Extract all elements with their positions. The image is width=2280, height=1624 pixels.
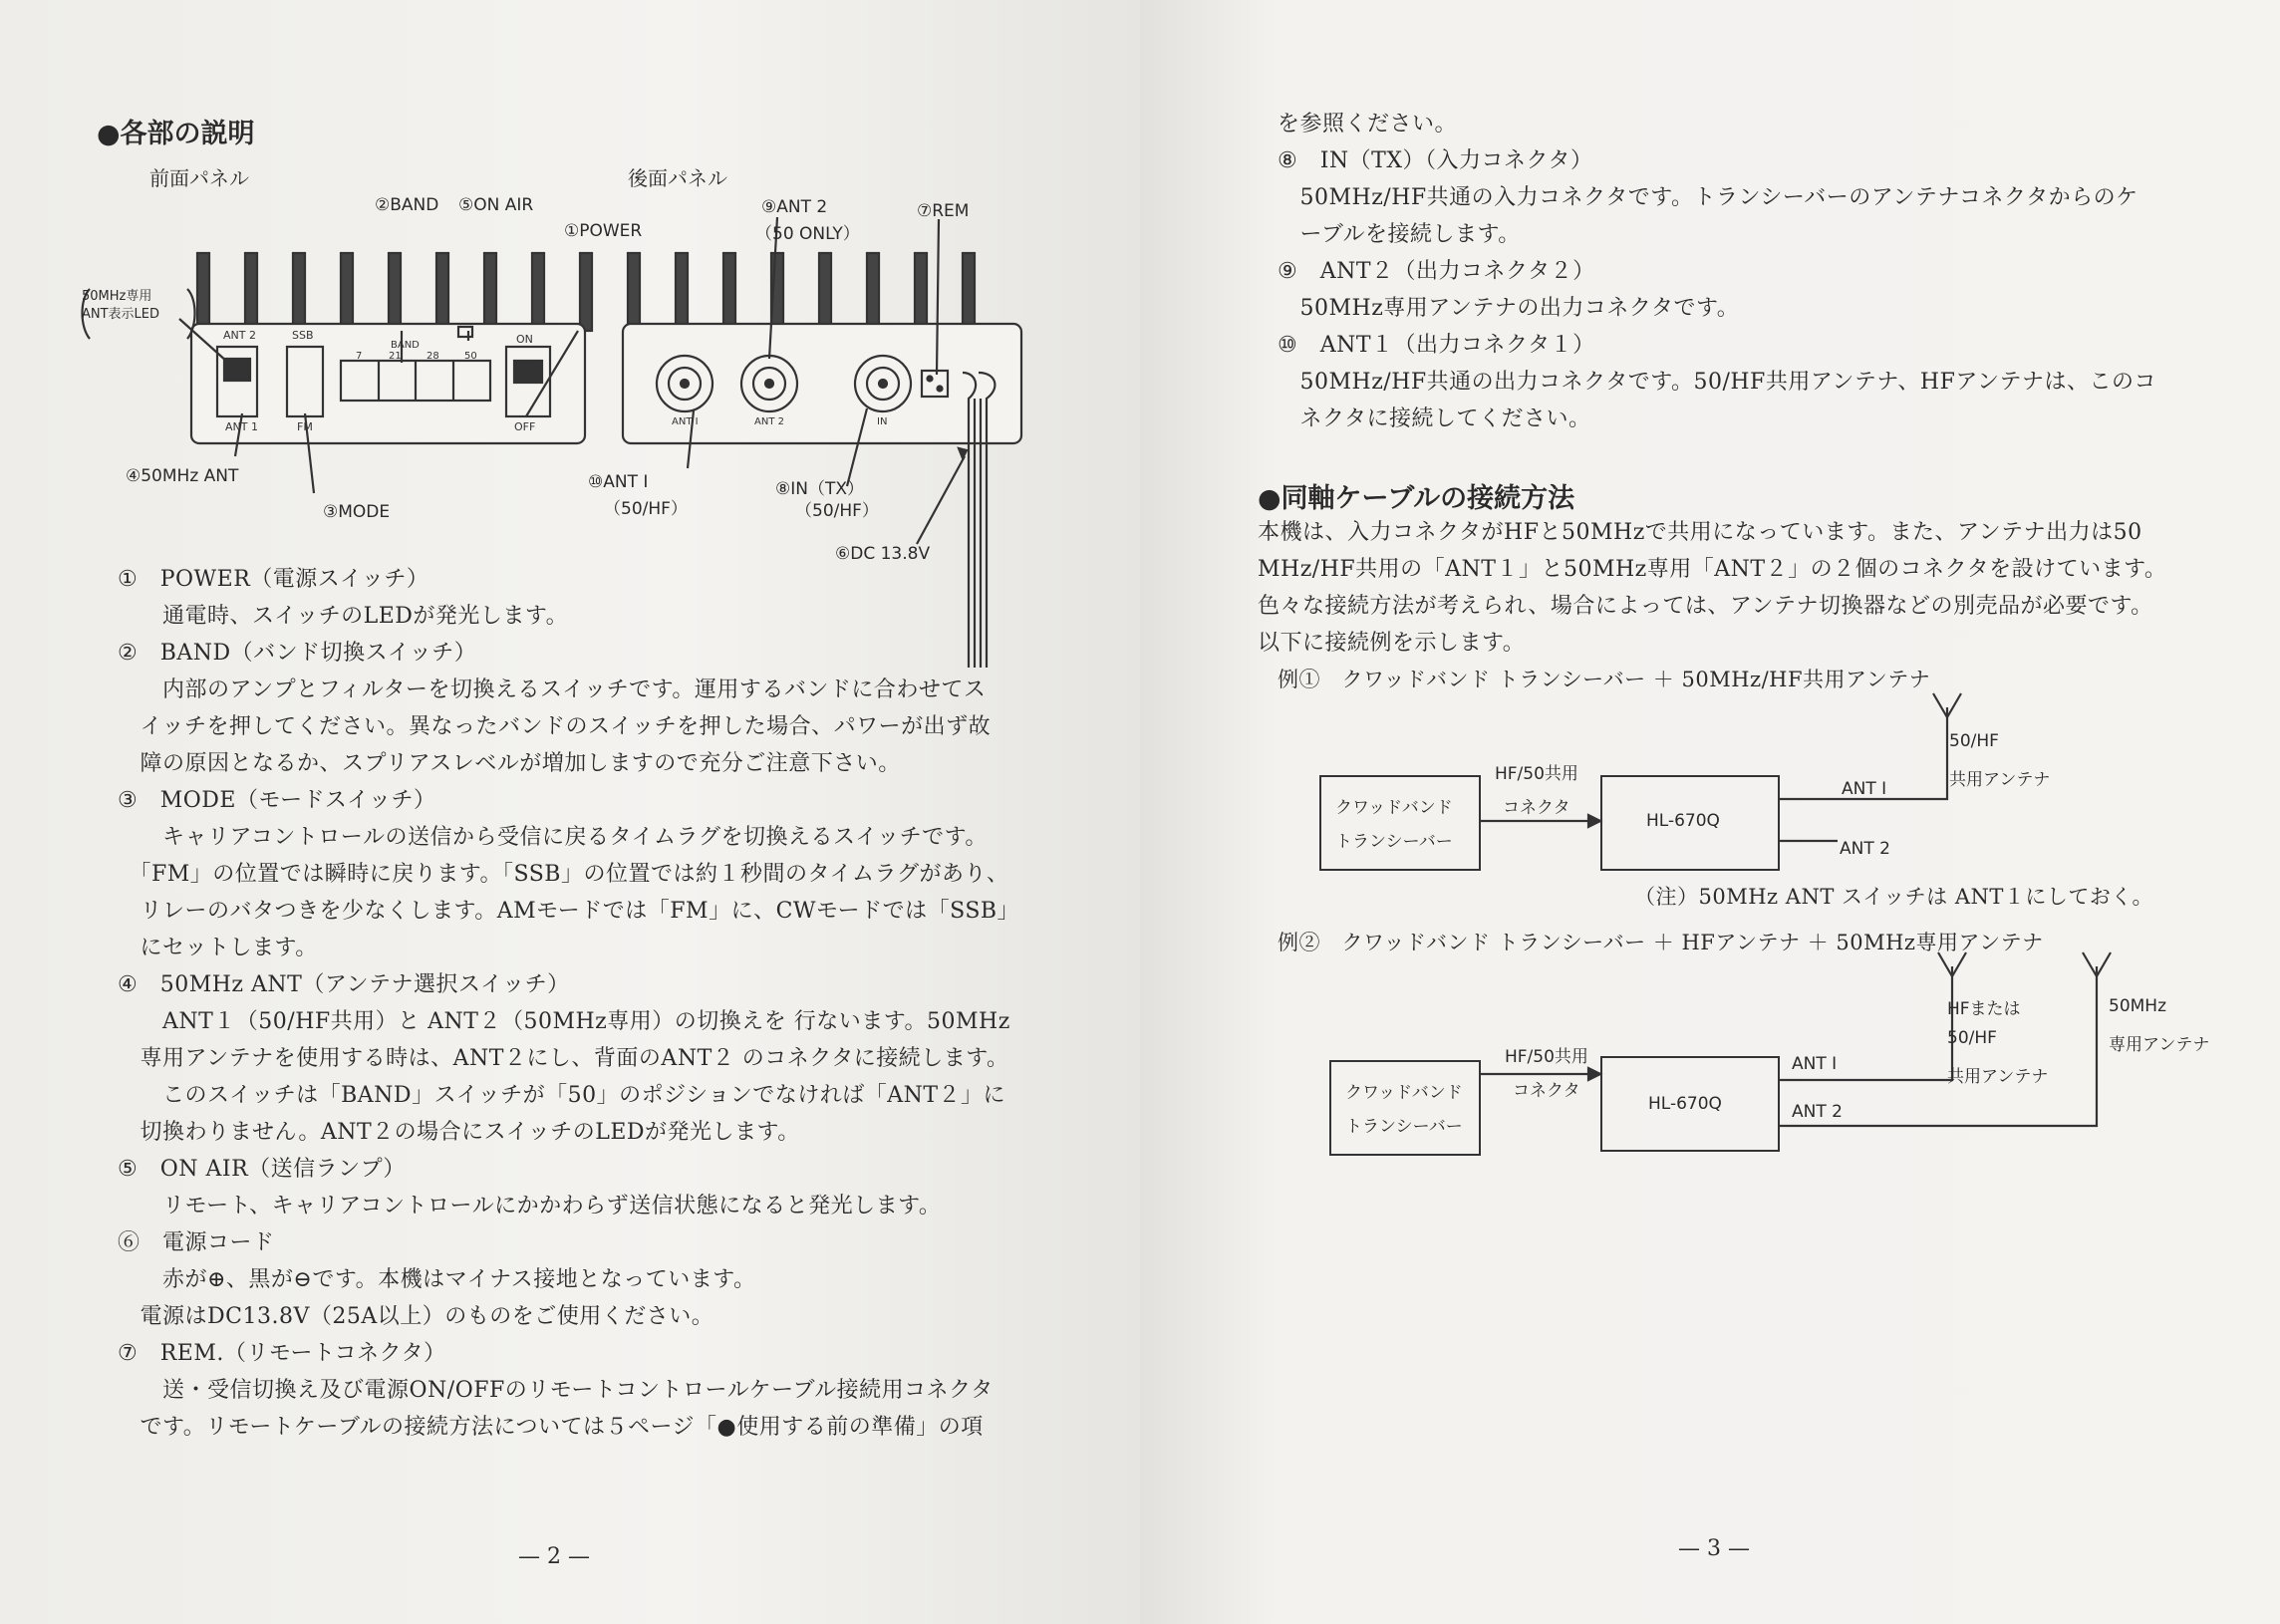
callout-ant2-sub: （50 ONLY） xyxy=(755,224,860,244)
text-line: MHz/HF共用の「ANT１」と50MHz専用「ANT２」の２個のコネクタを設けています。 xyxy=(1258,557,2167,582)
example2-title: 例② クワッドバンド トランシーバー ＋ HFアンテナ ＋ 50MHz専用アンテナ xyxy=(1278,931,2044,954)
heatsink-fins xyxy=(197,253,975,331)
ex2-50mhz-line2: 専用アンテナ xyxy=(2109,1035,2210,1055)
right-page xyxy=(1140,0,2280,1624)
ex1-radio-line2: トランシーバー xyxy=(1335,832,1453,852)
text-line: キャリアコントロールの送信から受信に戻るタイムラグを切換えるスイッチです。 xyxy=(118,825,988,850)
label-band: BAND xyxy=(391,340,420,351)
callout-ant1-sub: （50/HF） xyxy=(604,499,688,519)
page-number-right: — 3 — xyxy=(1678,1536,1750,1561)
text-line: ⑨ ANT２（出力コネクタ２） xyxy=(1278,259,1595,284)
text-line: ① POWER（電源スイッチ） xyxy=(118,567,429,592)
ex1-radio-line1: クワッドバンド xyxy=(1335,798,1453,818)
text-line: 内部のアンプとフィルターを切換えるスイッチです。運用するバンドに合わせてス xyxy=(118,677,987,702)
page-number-left: — 2 — xyxy=(518,1544,590,1569)
label-band-21: 21 xyxy=(389,351,402,362)
text-line: にセットします。 xyxy=(118,936,318,960)
callout-led-line2: ANT表示LED xyxy=(82,307,160,322)
example1-title: 例① クワッドバンド トランシーバー ＋ 50MHz/HF共用アンテナ xyxy=(1278,668,1931,691)
text-line: 赤が⊕、黒が⊖です。本機はマイナス接地となっています。 xyxy=(118,1267,756,1292)
label-rear-ant2: ANT 2 xyxy=(754,416,784,427)
ex1-ant1: ANT I xyxy=(1842,779,1887,799)
ex1-cable-line2: コネクタ xyxy=(1503,798,1570,818)
callout-power: ①POWER xyxy=(564,221,643,241)
text-line: を参照ください。 xyxy=(1278,112,1458,136)
text-line: です。リモートケーブルの接続方法については５ページ「●使用する前の準備」の項 xyxy=(118,1415,984,1440)
label-band-28: 28 xyxy=(427,351,439,362)
text-line: 通電時、スイッチのLEDが発光します。 xyxy=(118,604,569,629)
callout-mode: ③MODE xyxy=(323,502,391,522)
ex2-transceiver-box xyxy=(1329,1060,1481,1156)
text-line: ⑩ ANT１（出力コネクタ１） xyxy=(1278,333,1595,358)
text-line: ANT１（50/HF共用）と ANT２（50MHz専用）の切換えを 行ないます。50MHz xyxy=(118,1009,1010,1034)
section-heading-coax: ●同軸ケーブルの接続方法 xyxy=(1258,483,1575,514)
callout-dc: ⑥DC 13.8V xyxy=(835,544,931,564)
text-line: このスイッチは「BAND」スイッチが「50」のポジションでなければ「ANT２」に xyxy=(118,1083,1006,1108)
ex2-cable-line2: コネクタ xyxy=(1513,1081,1580,1101)
text-line: ④ 50MHz ANT（アンテナ選択スイッチ） xyxy=(118,972,570,997)
callout-in-sub: （50/HF） xyxy=(795,501,879,521)
callout-50mhz-ant: ④50MHz ANT xyxy=(126,466,239,486)
label-fm: FM xyxy=(297,420,313,433)
label-rear-in: IN xyxy=(877,416,888,427)
label-band-50: 50 xyxy=(464,351,477,362)
text-line: 「FM」の位置では瞬時に戻ります。「SSB」の位置では約１秒間のタイムラグがあり、 xyxy=(118,862,1009,887)
ex2-hf-line1: HFまたは xyxy=(1947,999,2021,1019)
ex1-transceiver-box xyxy=(1319,775,1481,871)
ex2-amp-label: HL-670Q xyxy=(1648,1094,1722,1114)
text-line: 本機は、入力コネクタがHFと50MHzで共用になっています。また、アンテナ出力は50 xyxy=(1258,520,2142,545)
label-ssb: SSB xyxy=(292,329,314,342)
text-line: 色々な接続方法が考えられ、場合によっては、アンテナ切換器などの別売品が必要です。 xyxy=(1258,594,2153,619)
callout-in: ⑧IN（TX） xyxy=(775,479,865,499)
text-line: ⑦ REM.（リモートコネクタ） xyxy=(118,1341,446,1366)
text-line: ③ MODE（モードスイッチ） xyxy=(118,788,436,813)
text-line: 50MHz/HF共通の入力コネクタです。トランシーバーのアンテナコネクタからのケ xyxy=(1278,185,2138,210)
label-band-7: 7 xyxy=(356,351,363,362)
ex2-ant2: ANT 2 xyxy=(1792,1102,1843,1122)
ex1-amp-label: HL-670Q xyxy=(1646,811,1720,831)
text-line: 50MHz専用アンテナの出力コネクタです。 xyxy=(1278,296,1740,321)
section-heading: ●各部の説明 xyxy=(97,119,255,149)
ex2-50mhz-line1: 50MHz xyxy=(2109,996,2167,1016)
text-line: イッチを押してください。異なったバンドのスイッチを押した場合、パワーが出ず故 xyxy=(118,714,992,739)
callout-band: ②BAND xyxy=(375,195,439,215)
text-line: 以下に接続例を示します。 xyxy=(1258,631,1526,656)
ex2-ant1: ANT I xyxy=(1792,1054,1838,1074)
label-on: ON xyxy=(516,333,533,346)
text-line: ⑧ IN（TX）（入力コネクタ） xyxy=(1278,148,1593,173)
ex2-hf-line2: 50/HF xyxy=(1947,1028,1997,1048)
text-line: 専用アンテナを使用する時は、ANT２にし、背面のANT２ のコネクタに接続します。 xyxy=(118,1046,1009,1071)
callout-rem: ⑦REM xyxy=(917,201,970,221)
label-off: OFF xyxy=(514,420,536,433)
ex1-antenna-line1: 50/HF xyxy=(1949,731,1999,751)
text-line: ② BAND（バンド切換スイッチ） xyxy=(118,641,477,666)
callout-ant1: ⑩ANT I xyxy=(588,472,649,492)
label-rear-ant1: ANT I xyxy=(672,416,699,427)
text-line: リモート、キャリアコントロールにかかわらず送信状態になると発光します。 xyxy=(118,1194,942,1218)
ex2-hf-line3: 共用アンテナ xyxy=(1947,1067,2049,1087)
front-panel-title: 前面パネル xyxy=(149,166,249,190)
ex2-cable-line1: HF/50共用 xyxy=(1505,1047,1588,1067)
ex2-radio-line1: クワッドバンド xyxy=(1345,1083,1463,1103)
text-line: 50MHz/HF共通の出力コネクタです。50/HF共用アンテナ、HFアンテナは、このコ xyxy=(1278,370,2156,395)
ex1-note: （注）50MHz ANT スイッチは ANT１にしておく。 xyxy=(1634,885,2153,909)
callout-on-air: ⑤ON AIR xyxy=(458,195,534,215)
right-top-text xyxy=(1278,106,2156,437)
text-line: 切換わりません。ANT２の場合にスイッチのLEDが発光します。 xyxy=(118,1120,800,1145)
ex2-radio-line2: トランシーバー xyxy=(1345,1117,1463,1137)
text-line: ⑥ 電源コード xyxy=(118,1230,275,1255)
text-line: 電源はDC13.8V（25A以上）のものをご使用ください。 xyxy=(118,1304,714,1329)
text-line: ネクタに接続してください。 xyxy=(1278,406,1591,431)
callout-led-line1: 50MHz専用 xyxy=(82,289,152,304)
left-body-text xyxy=(118,561,1019,1446)
intro-paragraph xyxy=(1258,514,2166,662)
callout-ant2: ⑨ANT 2 xyxy=(761,197,828,217)
text-line: リレーのバタつきを少なくします。AMモードでは「FM」に、CWモードでは「SSB」 xyxy=(118,899,1020,924)
ex1-ant2: ANT 2 xyxy=(1840,839,1890,859)
text-line: 送・受信切換え及び電源ON/OFFのリモートコントロールケーブル接続用コネクタ xyxy=(118,1378,994,1403)
rear-panel-title: 後面パネル xyxy=(628,166,727,190)
label-sw-ant2: ANT 2 xyxy=(223,329,256,342)
text-line: ーブルを接続します。 xyxy=(1278,222,1521,247)
ex1-antenna-line2: 共用アンテナ xyxy=(1949,770,2051,790)
text-line: 障の原因となるか、スプリアスレベルが増加しますので充分ご注意下さい。 xyxy=(118,751,901,776)
ex1-cable-line1: HF/50共用 xyxy=(1495,764,1578,784)
text-line: ⑤ ON AIR（送信ランプ） xyxy=(118,1157,406,1182)
label-sw-ant1: ANT 1 xyxy=(225,420,258,433)
